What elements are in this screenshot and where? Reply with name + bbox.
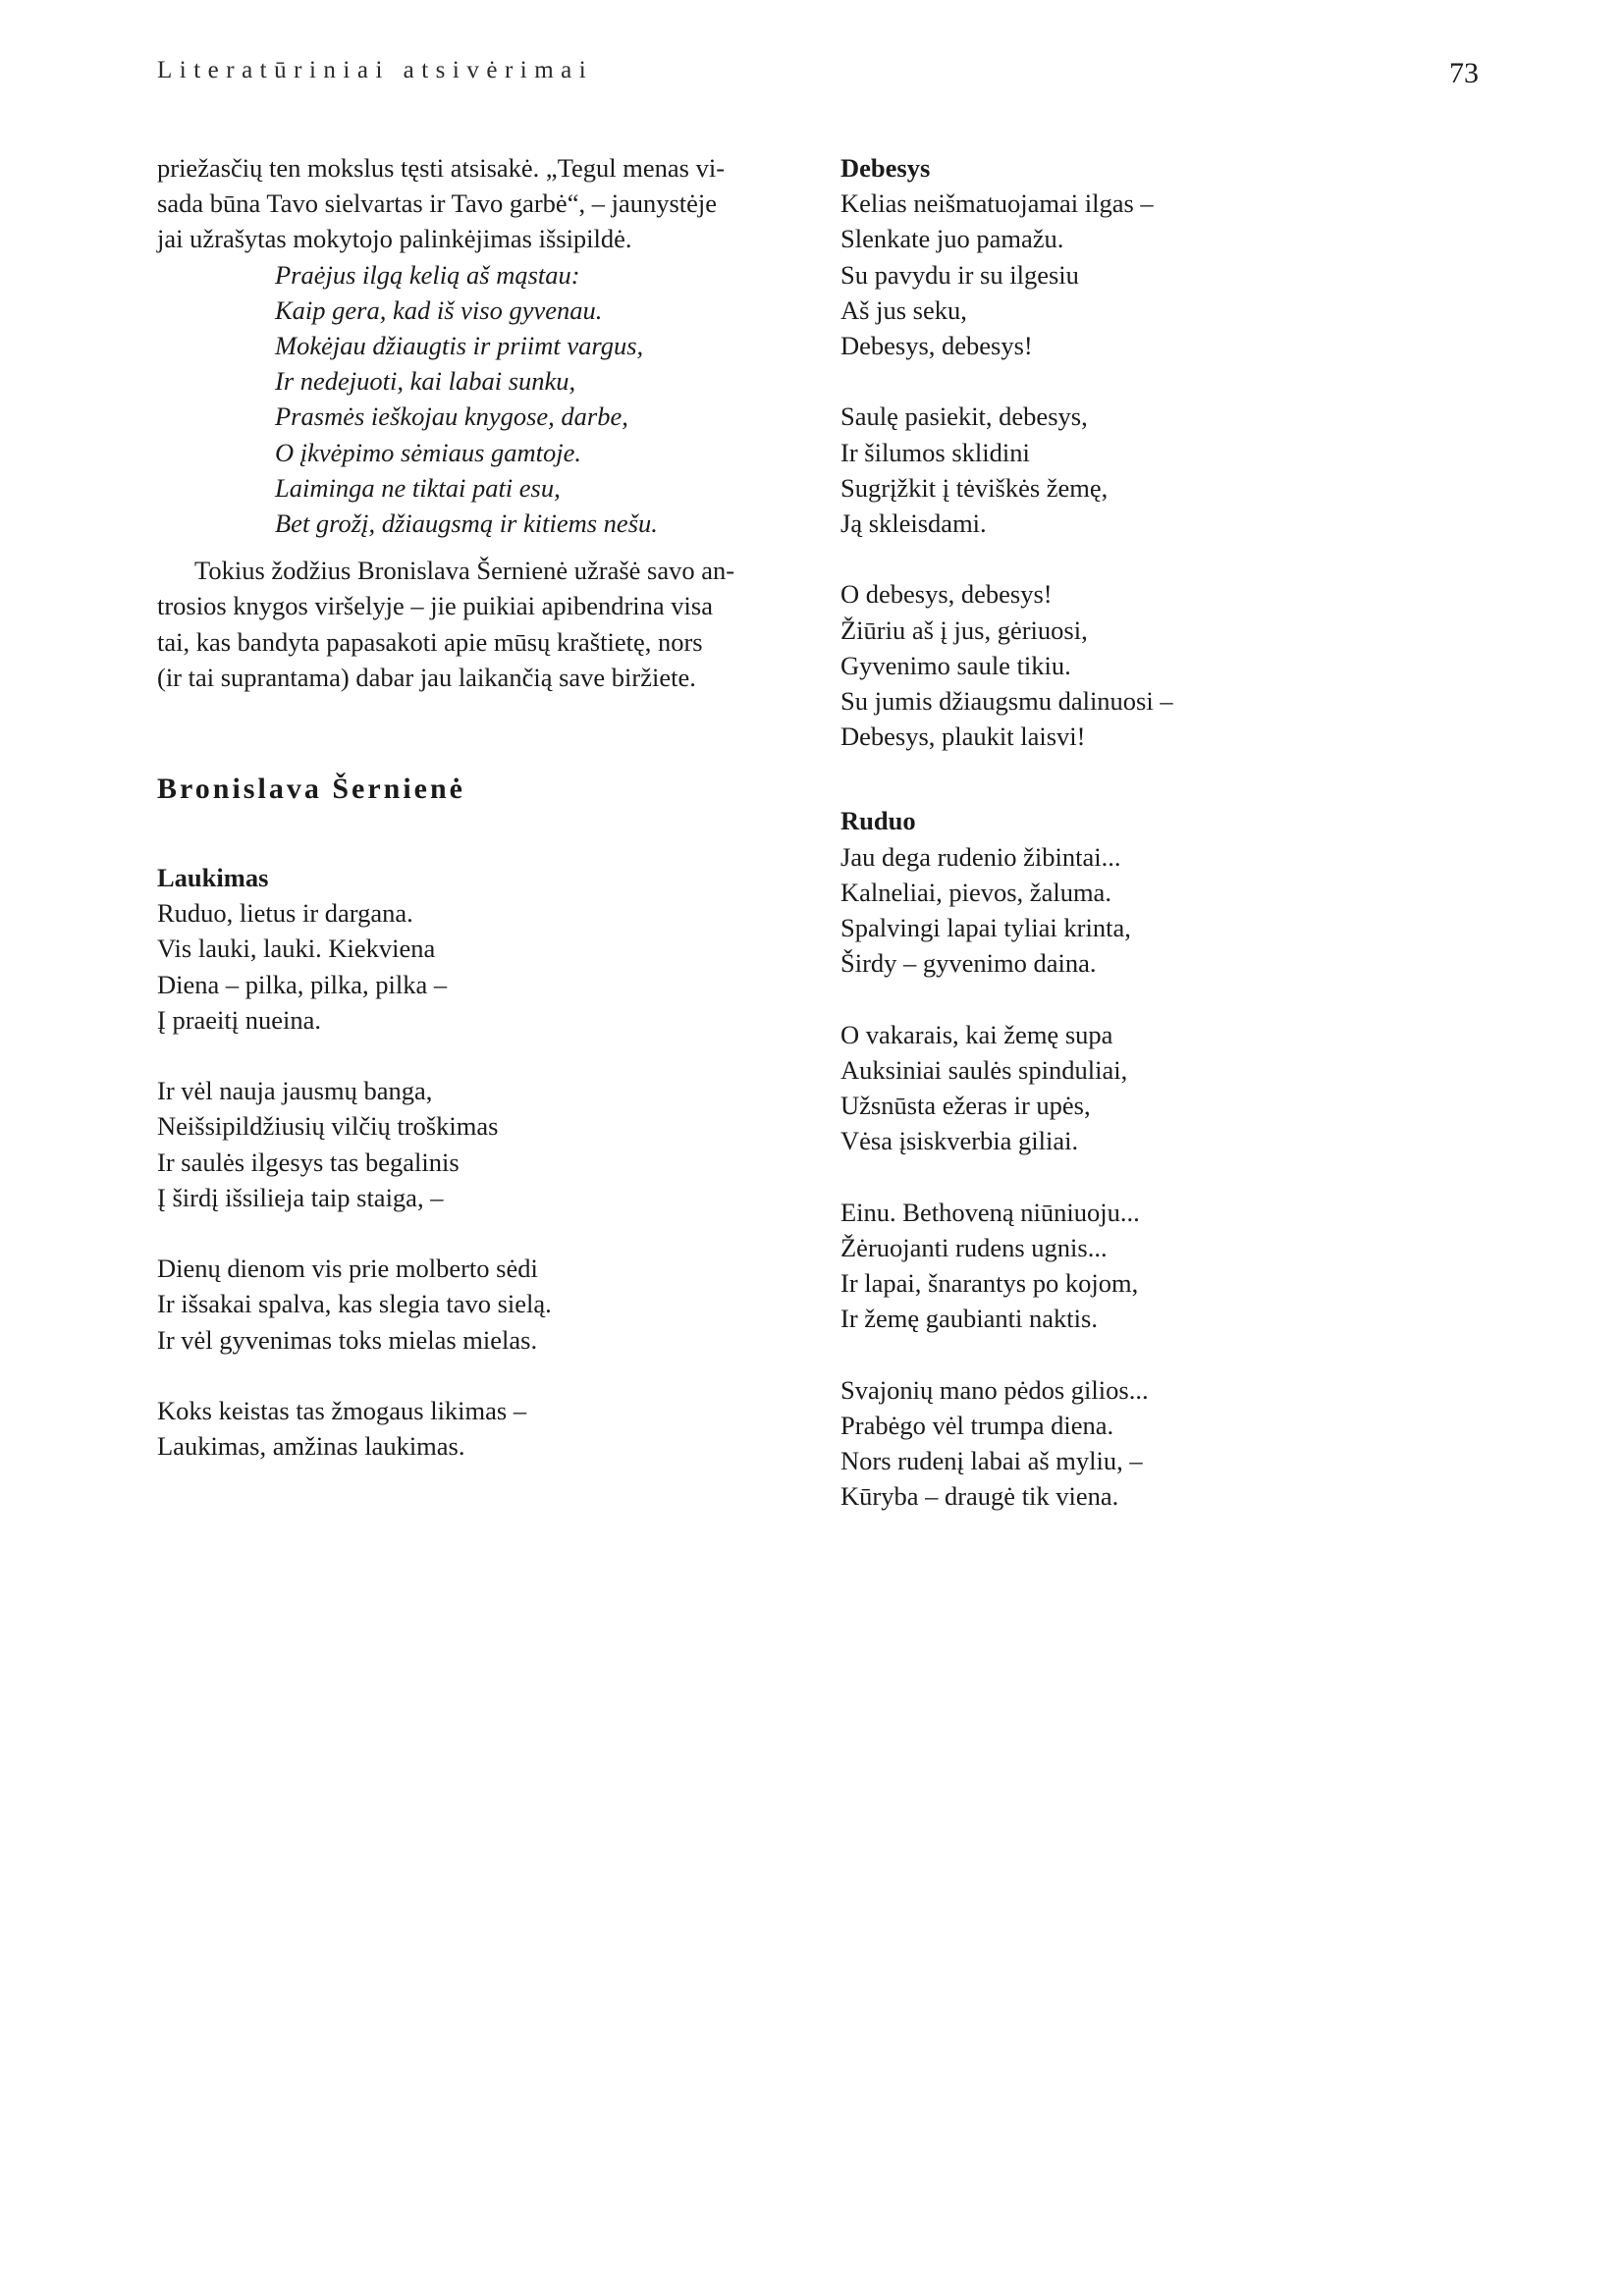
poem-title-laukimas: Laukimas <box>157 863 269 893</box>
poem-line: Sugrįžkit į tėviškės žemę, <box>840 472 1109 503</box>
poem-line: Su jumis džiaugsmu dalinuosi – <box>840 686 1173 717</box>
poem-line: Dienų dienom vis prie molberto sėdi <box>157 1254 538 1284</box>
poem-line: Svajonių mano pėdos gilios... <box>840 1374 1149 1405</box>
stanza <box>840 1372 1489 1515</box>
poem-title-debesys: Debesys <box>840 153 931 183</box>
poem-line: Spalvingi lapai tyliai krinta, <box>840 913 1131 943</box>
text-line: trosios knygos viršelyje – jie puikiai apibendrina visa <box>157 591 713 621</box>
poem-debesys <box>840 186 1489 754</box>
poem-line: Praėjus ilgą kelią aš mąstau: <box>275 259 580 290</box>
poem-line: Prabėgo vėl trumpa diena. <box>840 1410 1114 1440</box>
stanza <box>157 1073 805 1215</box>
stanza <box>157 895 805 1038</box>
running-head: Literatūriniai atsivėrimai <box>157 57 594 83</box>
poem-line: Su pavydu ir su ilgesiu <box>840 259 1079 290</box>
author-heading: Bronislava Šernienė <box>157 773 465 806</box>
stanza <box>840 1195 1489 1337</box>
stanza <box>840 839 1489 982</box>
poem-line: Saulę pasiekit, debesys, <box>840 401 1088 432</box>
stanza <box>157 1393 805 1464</box>
poem-ruduo <box>840 839 1489 1515</box>
poem-line: Kūryba – draugė tik viena. <box>840 1481 1119 1512</box>
poem-line: Kelias neišmatuojamai ilgas – <box>840 188 1154 219</box>
poem-line: Slenkate juo pamažu. <box>840 224 1064 254</box>
epigraph-poem <box>157 257 805 542</box>
text-line: (ir tai suprantama) dabar jau laikančią save biržiete. <box>157 662 696 692</box>
poem-line: Ir saulės ilgesys tas begalinis <box>157 1147 460 1177</box>
stanza <box>840 576 1489 754</box>
poem-line: Auksiniai saulės spinduliai, <box>840 1054 1128 1085</box>
left-column <box>157 150 805 1464</box>
stanza <box>840 1017 1489 1159</box>
poem-line: O vakarais, kai žemę supa <box>840 1019 1113 1049</box>
poem-line: Į praeitį nueina. <box>157 1004 322 1035</box>
poem-line: Gyvenimo saule tikiu. <box>840 650 1071 680</box>
poem-line: Užsnūsta ežeras ir upės, <box>840 1091 1091 1121</box>
poem-line: Jau dega rudenio žibintai... <box>840 841 1121 872</box>
poem-line: Neišsipildžiusių vilčių troškimas <box>157 1111 499 1142</box>
text-line: jai užrašytas mokytojo palinkėjimas išsipildė. <box>157 224 632 254</box>
poem-line: O debesys, debesys! <box>840 579 1053 610</box>
poem-line: Prasmės ieškojau knygose, darbe, <box>275 401 628 432</box>
poem-line: Aš jus seku, <box>840 294 967 325</box>
stanza <box>840 186 1489 363</box>
text-line: Tokius žodžius Bronislava Šernienė užrašė savo an- <box>194 556 735 586</box>
poem-line: Diena – pilka, pilka, pilka – <box>157 969 448 999</box>
closing-paragraph <box>157 553 805 695</box>
poem-line: Žėruojanti rudens ugnis... <box>840 1232 1108 1262</box>
text-line: sada būna Tavo sielvartas ir Tavo garbė“, – jaunystėje <box>157 188 718 219</box>
right-column <box>840 150 1489 1514</box>
poem-laukimas <box>157 895 805 1464</box>
poem-line: Bet grožį, džiaugsmą ir kitiems nešu. <box>275 508 658 539</box>
poem-line: Ir vėl nauja jausmų banga, <box>157 1076 433 1106</box>
poem-line: Į širdį išsilieja taip staiga, – <box>157 1182 444 1212</box>
poem-line: Vis lauki, lauki. Kiekviena <box>157 934 436 964</box>
poem-line: Vėsa įsiskverbia giliai. <box>840 1126 1079 1156</box>
poem-line: Einu. Bethoveną niūniuoju... <box>840 1197 1140 1227</box>
intro-paragraph <box>157 150 805 257</box>
poem-line: Ir šilumos sklidini <box>840 437 1030 467</box>
poem-line: Ir lapai, šnarantys po kojom, <box>840 1268 1139 1299</box>
poem-line: Mokėjau džiaugtis ir priimt vargus, <box>275 331 644 361</box>
poem-line: Laukimas, amžinas laukimas. <box>157 1431 465 1462</box>
stanza <box>157 1251 805 1358</box>
poem-line: Ir nedejuoti, kai labai sunku, <box>275 366 576 397</box>
poem-line: Debesys, debesys! <box>840 331 1033 361</box>
poem-line: Žiūriu aš į jus, gėriuosi, <box>840 614 1088 645</box>
poem-line: Debesys, plaukit laisvi! <box>840 721 1086 752</box>
stanza <box>840 399 1489 541</box>
poem-line: Kaip gera, kad iš viso gyvenau. <box>275 294 603 325</box>
poem-line: Širdy – gyvenimo daina. <box>840 948 1097 979</box>
poem-title-ruduo: Ruduo <box>840 806 916 836</box>
poem-line: Ir žemę gaubianti naktis. <box>840 1304 1098 1334</box>
poem-line: Kalneliai, pievos, žaluma. <box>840 877 1111 907</box>
poem-line: Ruduo, lietus ir dargana. <box>157 898 413 929</box>
poem-line: Ir vėl gyvenimas toks mielas mielas. <box>157 1324 538 1355</box>
text-line: priežasčių ten mokslus tęsti atsisakė. „Tegul menas vi- <box>157 153 726 183</box>
poem-line: Ir išsakai spalva, kas slegia tavo sielą. <box>157 1289 552 1319</box>
poem-line: Ją skleisdami. <box>840 508 987 539</box>
poem-line: Laiminga ne tiktai pati esu, <box>275 472 561 503</box>
poem-line: Nors rudenį labai aš myliu, – <box>840 1446 1143 1476</box>
page-number: 73 <box>1449 57 1479 89</box>
poem-line: Koks keistas tas žmogaus likimas – <box>157 1396 527 1426</box>
text-line: tai, kas bandyta papasakoti apie mūsų kraštietę, nors <box>157 626 703 657</box>
poem-line: O įkvėpimo sėmiaus gamtoje. <box>275 437 582 467</box>
